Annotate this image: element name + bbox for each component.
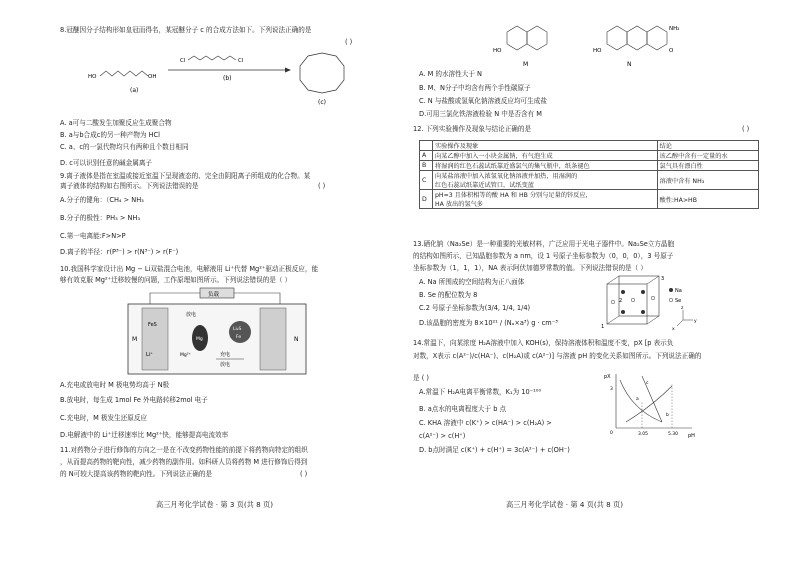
- operation-line: pH=3 且体积相等的酸 HA 和 HB 分别与足量的锌反应，: [435, 192, 592, 199]
- operation-line: 向某盐溶液中加入浓氢氧化钠溶液并加热，用湿润的: [435, 173, 578, 180]
- m-label: M: [132, 336, 138, 343]
- discharge-top-label: 放电: [186, 312, 197, 318]
- fes-label: FeS: [148, 322, 157, 328]
- c-label: (c): [318, 99, 326, 106]
- option-cell: D: [420, 190, 433, 209]
- q11-option-b: B. M、N分子中均含有两个手性碳原子: [419, 84, 531, 92]
- q8-reaction-diagram: [60, 48, 360, 108]
- q11-line-2: ，从而提高药物的靶向性，减少药物的副作用。如科研人员将药物 M 进行修饰后得到: [60, 458, 308, 466]
- li-ion-label: Li⁺: [146, 352, 153, 358]
- charge-label: 充电: [220, 352, 231, 358]
- table-row: [420, 190, 759, 209]
- q13-line-2: 的结构如图所示，已知晶胞参数为 a nm，设 1 号原子坐标参数为（0，0，0），3 号原子: [413, 252, 674, 260]
- q14-line-1: 14.常温下，向某浓度 H₂A溶液中加入 KOH(s)，保持溶液体积和温度不变，pX [p 表示负: [413, 339, 674, 347]
- q12-stem: 12. 下列实验操作及现象与结论正确的是: [413, 125, 532, 133]
- operation-cell: 向某乙醇中加入一小块金属钠，有气泡生成: [433, 151, 658, 161]
- legend-na: Na: [675, 288, 682, 294]
- operation-line: HA 放出的氢气多: [435, 201, 483, 208]
- q10-option-d: D.电解液中的 Li⁺迁移速率比 Mg²⁺快，能够提高电流效率: [60, 431, 229, 439]
- q11-answer-paren: ( ): [300, 470, 308, 478]
- b-cl2: Cl: [238, 58, 244, 64]
- q10-battery-diagram: [120, 286, 320, 378]
- q14-option-c: C. KHA 溶液中 c(K⁺) > c(HA⁻) > c(H₂A) >: [419, 419, 552, 427]
- a-ho-label: HO: [88, 74, 97, 80]
- table-row: [420, 171, 759, 190]
- q10-option-a: A.充电或放电时 M 极电势均高于 N极: [60, 381, 170, 389]
- q9-stem-1: 9.离子液体是指在室温或接近室温下呈现液态的、完全由阴阳离子所组成的化合物。某: [60, 172, 311, 180]
- q11-line-3: 的 N可较大提高该药物的靶向性。下列说法正确的是: [60, 470, 213, 478]
- table-row: [420, 151, 759, 161]
- atom-3-label: 3: [661, 276, 665, 282]
- load-label: 负载: [208, 292, 220, 298]
- q11-option-d: D.可用三氯化铁溶液检验 N 中是否含有 M: [419, 110, 542, 118]
- atom-1-label: 1: [601, 324, 605, 330]
- conclusion-cell: 该乙醇中含有一定量的水: [657, 151, 758, 161]
- q10-stem-2: 够有效克服 Mg²⁺迁移较慢的问题，工作原理如图所示。下列说法错误的是（ ）: [60, 276, 292, 284]
- n-o-label: O: [669, 48, 674, 54]
- atom-2-label: 2: [619, 298, 623, 304]
- graph-ylabel: pX: [604, 374, 611, 380]
- conclusion-cell: 酸性:HA>HB: [657, 190, 758, 209]
- q14-option-a: A.常温下 H₂A电离平衡常数，K₁为 10⁻¹⁰⁰: [419, 388, 542, 396]
- q11-option-c: C. N 与盐酸或氢氧化钠溶液反应均可生成盐: [419, 97, 547, 105]
- n-nh2-label: NH₂: [669, 26, 680, 32]
- q10-option-c: C.充电时，M 极发生还原反应: [60, 414, 148, 422]
- q8-option-c: C. a、c的一氯代物均只有两种且个数目相同: [60, 143, 189, 151]
- graph-x2: 5.30: [668, 432, 679, 437]
- right-footer: 高三月考化学试卷 · 第 4 页(共 8 页): [506, 500, 623, 509]
- table-header-row: [420, 141, 759, 151]
- operation-line: 红色石蕊试纸靠近试管口，试纸变蓝: [435, 182, 534, 189]
- q14-option-c-cont: c(A²⁻) > c(H⁺): [419, 432, 466, 440]
- axis-y: y: [694, 319, 697, 324]
- q13-option-a: A. Na 所围成的空间结构为正八面体: [419, 278, 525, 286]
- q13-option-b: B. Se 的配位数为 8: [419, 291, 478, 299]
- q14-option-b: B. a点水的电离程度大于 b 点: [419, 405, 507, 413]
- conclusion-cell: 溶液中含有 NH₃: [657, 171, 758, 190]
- graph-x1: 3.05: [638, 432, 649, 437]
- b-label: (b): [223, 75, 232, 82]
- q12-experiment-table: [419, 140, 759, 209]
- operation-cell: 将湿润的红色石蕊试纸靠近盛氯气的集气瓶中，纸条褪色: [433, 161, 658, 171]
- fe-label: Fe: [236, 335, 242, 340]
- n-electrode: [260, 308, 286, 370]
- option-cell: C: [420, 171, 433, 190]
- conclusion-cell: 氯气具有漂白性: [657, 161, 758, 171]
- m-electrode: [142, 308, 168, 370]
- q14-option-d: D. b点时满足 c(K⁺) + c(H⁺) = 3c(A²⁻) + c(OH⁻): [419, 446, 570, 454]
- graph-xlabel: pH: [688, 433, 695, 439]
- option-cell: A: [420, 151, 433, 161]
- q9-option-d: D.离子的半径：r(P³⁻) > r(N³⁻) > r(F⁻): [60, 248, 179, 256]
- axis-x: x: [672, 327, 675, 332]
- point-c: c: [646, 381, 649, 386]
- molecule-m-label: M: [523, 61, 529, 68]
- option-cell: B: [420, 161, 433, 171]
- point-b: b: [666, 413, 669, 418]
- q13-option-d: D.该晶胞的密度为 8×10²¹ / (Nₐ×a³) g · cm⁻³: [419, 319, 558, 327]
- q8-option-d: D. c可以识别任意的碱金属离子: [60, 159, 153, 167]
- q8-option-a: A. a可与二酸发生加聚反应生成聚合物: [60, 119, 172, 127]
- header-cell: 实验操作及现象: [433, 141, 658, 151]
- q11-molecules-diagram: [487, 22, 717, 70]
- legend-se: Se: [675, 298, 682, 304]
- q10-stem-1: 10.我国科学家设计出 Mg − Li双盐混合电池，电解液用 Li⁺代替 Mg²⁺驱动正极反应，能: [60, 265, 319, 273]
- q8-stem: 8.冠醚因分子结构形如皇冠而得名，某冠醚分子 c 的合成方法如下。下列说法正确的是: [60, 26, 312, 34]
- n-label: N: [294, 336, 299, 343]
- operation-cell: [433, 190, 658, 209]
- q13-line-1: 13.硒化钠（Na₂Se）是一种重要的光敏材料，广泛应用于光电子器件中。Na₂Se立方晶胞: [413, 240, 675, 248]
- header-cell: [420, 141, 433, 151]
- q13-option-c: C.2 号原子坐标参数为(3/4, 1/4, 1/4): [419, 304, 531, 312]
- header-cell: 结论: [657, 141, 758, 151]
- q9-stem-2: 离子液体的结构如右图所示。下列说法错误的是: [60, 182, 199, 190]
- discharge-label: 放电: [220, 362, 231, 368]
- q9-option-a: A.分子的键角：（CH₄ > NH₃: [60, 196, 144, 204]
- table-row: [420, 161, 759, 171]
- a-label: (a): [130, 87, 139, 94]
- n-ho-label: HO: [593, 48, 602, 54]
- left-footer: 高三月考化学试卷 · 第 3 页(共 8 页): [156, 500, 273, 509]
- q14-px-ph-graph: [602, 370, 698, 440]
- q10-option-b: B.放电时，每生成 1mol Fe 外电路转移2mol 电子: [60, 396, 208, 404]
- graph-y-top: 3: [610, 387, 613, 392]
- molecule-n-label: N: [627, 61, 632, 68]
- m-ho-label: HO: [493, 48, 502, 54]
- graph-origin: 0: [610, 431, 613, 436]
- q11-line-1: 11.对药物分子进行修饰的方向之一是在不改变药物性能的前提下将药物向特定的组织: [60, 446, 308, 454]
- axis-z: z: [681, 306, 684, 311]
- q8-option-b: B. a与b合成c的另一种产物为 HCl: [60, 131, 160, 139]
- mg-label: Mg: [196, 337, 203, 342]
- li2s-label: Li₂S: [233, 327, 242, 332]
- q12-answer-paren: ( ): [742, 125, 750, 133]
- q14-line-3: 是 ( ): [413, 374, 429, 382]
- q9-answer-paren: ( ): [318, 182, 326, 190]
- q11-option-a: A. M 的水溶性大于 N: [419, 70, 482, 78]
- operation-cell: [433, 171, 658, 190]
- b-cl1: Cl: [180, 58, 186, 64]
- mg-ion-label: Mg²⁺: [180, 353, 191, 358]
- q14-line-2: 对数，X表示 c(A²⁻)/c(HA⁻)、c(H₂A)或 c(A²⁻)] 与溶液 pH 的变化关系如图所示。下列说法正确的: [413, 352, 702, 360]
- point-a: a: [636, 397, 639, 402]
- q13-crystal-cell-diagram: [597, 272, 707, 332]
- q9-option-c: C.第一电离能:F>N>P: [60, 232, 126, 240]
- q8-answer-paren: ( ): [345, 38, 353, 46]
- a-oh-label: OH: [148, 74, 157, 80]
- q13-line-3: 坐标参数为（1，1，1），NA 表示阿伏加德罗常数的值。下列说法错误的是（ ）: [413, 264, 647, 272]
- q9-option-b: B.分子的极性：PH₃ > NH₃: [60, 214, 141, 222]
- right-page: [397, 0, 794, 561]
